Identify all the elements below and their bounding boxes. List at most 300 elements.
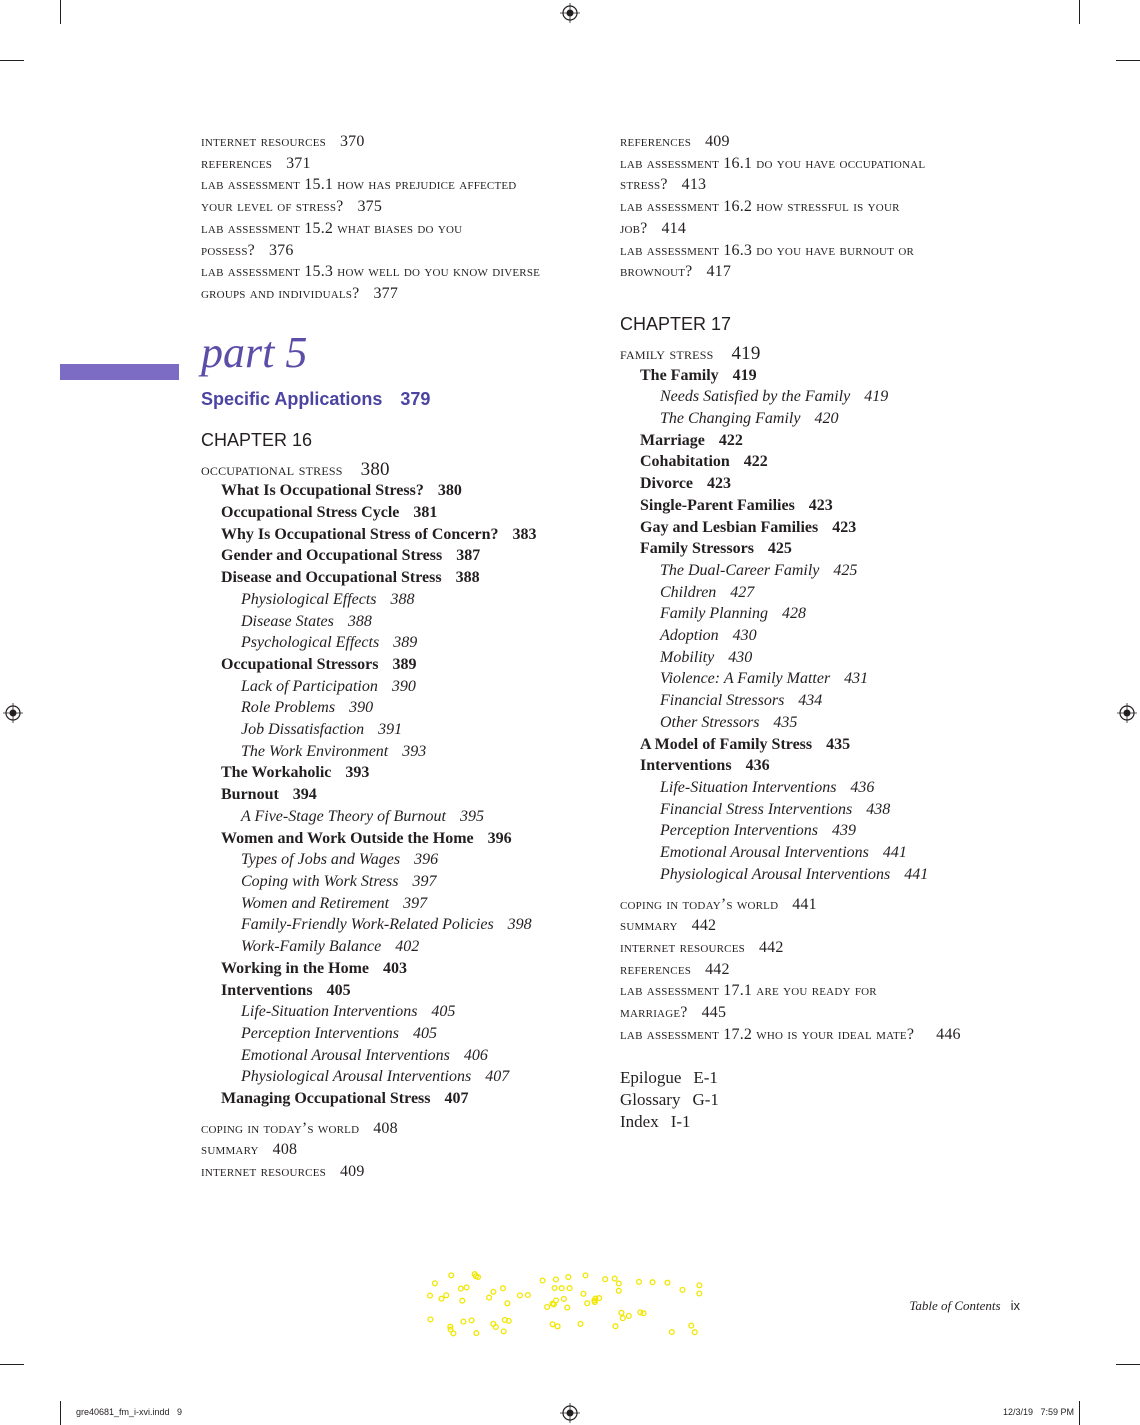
end-page: I-1	[670, 1111, 691, 1131]
part-subtitle[interactable]	[201, 387, 611, 411]
entry-page: 428	[781, 605, 806, 623]
toc-entry[interactable]	[201, 936, 611, 958]
crop-mark	[60, 1401, 61, 1425]
entry-page: 396	[414, 851, 439, 869]
entry-label: The Work Environment	[241, 742, 389, 760]
crop-mark	[0, 1364, 24, 1365]
entry-page: 377	[373, 284, 399, 302]
decorative-dot	[680, 1288, 685, 1293]
entry-label: Lack of Participation	[241, 677, 378, 695]
toc-entry[interactable]	[201, 871, 611, 893]
entry-label: Family Stressors	[640, 540, 754, 558]
decorative-dot	[567, 1286, 572, 1291]
toc-entry[interactable]	[620, 365, 1040, 387]
chapter-title[interactable]	[201, 459, 611, 481]
entry-label: Burnout	[221, 786, 279, 804]
toc-entry[interactable]	[201, 153, 611, 175]
entry-label: Role Problems	[241, 699, 336, 717]
end-label: Index	[620, 1111, 659, 1131]
decorative-dot	[583, 1273, 588, 1278]
toc-entry[interactable]	[620, 959, 1040, 981]
toc-entry[interactable]	[201, 676, 611, 698]
entry-label: Psychological Effects	[241, 634, 380, 652]
entry-label: A Five-Stage Theory of Burnout	[241, 807, 446, 825]
toc-entry[interactable]	[201, 524, 611, 546]
entry-label: references	[620, 960, 692, 978]
toc-entry[interactable]	[620, 517, 1040, 539]
chapter17-back-matter	[620, 894, 1040, 1046]
entry-page: 407	[485, 1068, 510, 1086]
entry-label: Job Dissatisfaction	[241, 721, 365, 739]
entry-page: 446	[936, 1025, 961, 1043]
entry-page: 408	[272, 1141, 298, 1159]
entry-label: Working in the Home	[221, 959, 370, 977]
entry-page: 422	[743, 453, 768, 471]
toc-entry[interactable]	[201, 762, 611, 784]
decorative-dot	[616, 1281, 621, 1286]
toc-entry[interactable]	[620, 386, 1040, 408]
toc-entry[interactable]	[201, 589, 611, 611]
entry-page: 439	[832, 822, 857, 840]
entry-page: 425	[833, 561, 858, 579]
footer-page-number: ix	[1010, 1298, 1020, 1313]
registration-mark-icon	[3, 703, 23, 723]
entry-label: Gender and Occupational Stress	[221, 547, 443, 565]
toc-entry[interactable]	[201, 849, 611, 871]
decorative-dot	[433, 1281, 438, 1286]
entry-page: 409	[705, 133, 730, 150]
entry-page: 371	[286, 154, 311, 172]
toc-entry[interactable]	[201, 784, 611, 806]
toc-entry-continued[interactable]: brownout? 417	[620, 263, 732, 281]
toc-entry-continued[interactable]: possess? 376	[201, 241, 294, 259]
decorative-dot	[464, 1285, 469, 1290]
entry-page: 391	[378, 721, 403, 739]
toc-entry[interactable]	[620, 131, 1040, 153]
toc-entry[interactable]	[201, 980, 611, 1002]
decorative-dot	[561, 1297, 566, 1302]
toc-entry[interactable]: lab assessment 16.2 how stressful is your	[620, 198, 900, 216]
entry-label: Coping with Work Stress	[241, 872, 399, 890]
entry-page: 393	[345, 764, 370, 782]
entry-page: 436	[745, 757, 770, 775]
entry-label: A Model of Family Stress	[640, 735, 813, 753]
entry-page: 388	[347, 612, 372, 630]
entry-label: Adoption	[660, 627, 719, 645]
chapter16-back-matter	[201, 1118, 611, 1183]
entry-page: 376	[268, 241, 294, 259]
chapter-title-text: occupational stress	[201, 459, 343, 479]
entry-label: Physiological Arousal Interventions	[241, 1068, 472, 1086]
entry-label: summary	[201, 1141, 259, 1159]
entry-label: Types of Jobs and Wages	[241, 851, 401, 869]
entry-page: 438	[866, 800, 891, 818]
decorative-dot	[650, 1280, 655, 1285]
toc-entry[interactable]	[620, 582, 1040, 604]
entry-label: summary	[620, 917, 678, 935]
entry-page: 423	[707, 475, 732, 493]
entry-label: Occupational Stressors	[221, 655, 379, 673]
entry-label: Other Stressors	[660, 713, 760, 731]
entry-page: 396	[487, 829, 512, 847]
entry-page: 427	[730, 583, 755, 601]
toc-entry[interactable]	[620, 560, 1040, 582]
toc-entry[interactable]	[201, 131, 611, 153]
toc-entry[interactable]: lab assessment 15.1 how has prejudice affected	[201, 176, 517, 194]
toc-entry[interactable]: lab assessment 15.2 what biases do you	[201, 219, 463, 237]
entry-page: 409	[339, 1163, 365, 1181]
toc-entry[interactable]	[201, 545, 611, 567]
decorative-dot	[540, 1278, 545, 1283]
entry-label: Divorce	[640, 475, 694, 493]
entry-page: 375	[357, 198, 383, 216]
entry-page: 442	[758, 938, 784, 956]
toc-entry[interactable]	[201, 502, 611, 524]
decorative-dot	[474, 1331, 479, 1336]
toc-entry[interactable]	[620, 647, 1040, 669]
toc-entry-continued[interactable]: job? 414	[620, 219, 687, 237]
entry-label: internet resources	[201, 1163, 326, 1181]
entry-page: 441	[904, 865, 929, 883]
end-matter-item-epilogue[interactable]	[620, 1067, 1040, 1089]
entry-page: 407	[444, 1090, 469, 1108]
end-label: Epilogue	[620, 1068, 682, 1088]
registration-mark-icon	[560, 1403, 580, 1423]
toc-entry[interactable]	[201, 1001, 611, 1023]
chapter16-assessments	[620, 131, 1040, 283]
toc-entry[interactable]	[201, 654, 611, 676]
decorative-dot	[619, 1310, 624, 1315]
entry-label: Financial Stressors	[660, 692, 785, 710]
decorative-dot	[559, 1286, 564, 1291]
entry-page: 389	[393, 634, 418, 652]
toc-entry[interactable]	[620, 842, 1040, 864]
toc-entry[interactable]	[620, 603, 1040, 625]
entry-label: references	[201, 154, 273, 172]
toc-entry[interactable]	[201, 567, 611, 589]
decorative-dot	[428, 1293, 433, 1298]
toc-entry[interactable]	[201, 828, 611, 850]
part-title: part 5	[201, 327, 308, 377]
decorative-dot	[697, 1291, 702, 1296]
toc-entry[interactable]	[620, 451, 1040, 473]
toc-entry[interactable]	[201, 806, 611, 828]
entry-label: The Family	[640, 366, 719, 384]
toc-entry[interactable]	[201, 1118, 611, 1140]
toc-left-column	[201, 131, 611, 1183]
decorative-dot	[552, 1286, 557, 1291]
decorative-dot	[620, 1316, 625, 1321]
end-matter-item-glossary[interactable]	[620, 1089, 1040, 1111]
decorative-dot	[501, 1286, 506, 1291]
entry-page: 381	[413, 504, 438, 522]
decorative-dot	[505, 1301, 510, 1306]
entry-label: Single-Parent Families	[640, 496, 795, 514]
entry-page: 387	[456, 547, 481, 565]
toc-entry[interactable]	[201, 1161, 611, 1183]
registration-mark-icon	[560, 3, 580, 23]
crop-mark	[1116, 60, 1140, 61]
toc-entry[interactable]	[201, 1088, 611, 1110]
registration-mark-icon	[1117, 703, 1137, 723]
decorative-dot	[545, 1305, 550, 1310]
chapter-title-page: 380	[360, 458, 390, 480]
entry-page: 383	[512, 525, 537, 543]
entry-page: 397	[403, 894, 428, 912]
slug-timestamp: 12/3/19 7:59 PM	[1002, 1407, 1074, 1417]
entry-label: The Changing Family	[660, 410, 801, 428]
entry-label: coping in today’s world	[201, 1119, 360, 1137]
toc-entry[interactable]: lab assessment 16.3 do you have burnout or	[620, 241, 914, 259]
entry-label: coping in today’s world	[620, 895, 779, 913]
entry-page: 423	[832, 518, 857, 536]
entry-page: 430	[732, 627, 757, 645]
toc-entry[interactable]	[620, 799, 1040, 821]
toc-entry[interactable]	[620, 864, 1040, 886]
decorative-dot	[487, 1295, 492, 1300]
decorative-dot	[638, 1310, 643, 1315]
entry-page: 397	[412, 872, 437, 890]
entry-page: 388	[390, 590, 415, 608]
toc-entry-continued[interactable]: your level of stress? 375	[201, 198, 383, 216]
decorative-dot	[603, 1277, 608, 1282]
entry-page: 403	[383, 959, 408, 977]
decorative-dot	[554, 1298, 559, 1303]
toc-entry[interactable]	[201, 1066, 611, 1088]
toc-entry[interactable]	[201, 914, 611, 936]
chapter-heading: CHAPTER 16	[201, 429, 313, 450]
toc-entry[interactable]: lab assessment 16.1 do you have occupational	[620, 154, 926, 172]
toc-entry[interactable]	[201, 632, 611, 654]
chapter-title-page: 419	[731, 342, 761, 364]
entry-label: Life-Situation Interventions	[660, 778, 837, 796]
entry-page: 423	[808, 496, 833, 514]
entry-page: 405	[431, 1003, 456, 1021]
decorative-dot	[460, 1298, 465, 1303]
toc-entry-continued[interactable]: marriage? 445	[620, 1004, 727, 1022]
entry-page: 419	[864, 388, 889, 406]
decorative-dot	[626, 1314, 631, 1319]
toc-entry-continued[interactable]: stress? 413	[620, 176, 707, 194]
entry-label: Physiological Effects	[241, 590, 377, 608]
entry-label: Perception Interventions	[241, 1024, 400, 1042]
entry-page: 413	[681, 176, 707, 194]
toc-entry[interactable]	[201, 697, 611, 719]
entry-page: 405	[326, 981, 351, 999]
decorative-dot	[526, 1293, 531, 1298]
entry-page: 435	[773, 713, 798, 731]
chapter-title-text: family stress	[620, 343, 714, 363]
end-matter	[620, 1067, 1040, 1132]
entry-label: Why Is Occupational Stress of Concern?	[221, 525, 499, 543]
entry-label: internet resources	[201, 133, 326, 150]
entry-page: 434	[798, 692, 823, 710]
entry-label: Occupational Stress Cycle	[221, 504, 400, 522]
chapter17-entries	[620, 365, 1040, 886]
toc-entry[interactable]	[201, 958, 611, 980]
toc-entry[interactable]	[201, 1023, 611, 1045]
decorative-dot	[565, 1305, 570, 1310]
slug-filename: gre40681_fm_i-xvi.indd 9	[76, 1407, 183, 1417]
entry-label: Work-Family Balance	[241, 938, 382, 956]
decorative-dot	[491, 1289, 496, 1294]
toc-entry[interactable]	[620, 755, 1040, 777]
decorative-dot	[669, 1330, 674, 1335]
end-matter-item-index[interactable]	[620, 1111, 1040, 1133]
toc-entry[interactable]	[620, 625, 1040, 647]
decorative-dot	[461, 1319, 466, 1324]
toc-entry[interactable]	[620, 1024, 1040, 1046]
entry-label: Women and Retirement	[241, 894, 390, 912]
decorative-dot	[616, 1288, 621, 1293]
entry-label: Interventions	[221, 981, 313, 999]
toc-entry[interactable]	[201, 1045, 611, 1067]
decorative-dot	[469, 1318, 474, 1323]
entry-page: 419	[732, 366, 757, 384]
toc-entry[interactable]: lab assessment 17.1 are you ready for	[620, 982, 877, 1000]
toc-entry[interactable]	[620, 820, 1040, 842]
entry-page: 398	[507, 916, 532, 934]
toc-entry[interactable]	[620, 690, 1040, 712]
entry-page: 390	[391, 677, 416, 695]
entry-page: 445	[701, 1004, 727, 1022]
entry-page: 380	[437, 482, 462, 500]
toc-entry[interactable]	[201, 480, 611, 502]
entry-label: Family Planning	[660, 605, 768, 623]
crop-mark	[1079, 1401, 1080, 1425]
entry-label: Perception Interventions	[660, 822, 819, 840]
end-page: E-1	[693, 1068, 718, 1088]
entry-label: Physiological Arousal Interventions	[660, 865, 891, 883]
decorative-dot	[555, 1324, 560, 1329]
entry-page: 395	[460, 807, 484, 825]
toc-entry[interactable]	[620, 430, 1040, 452]
decorative-dot	[665, 1280, 670, 1285]
toc-entry[interactable]	[620, 712, 1040, 734]
toc-entry[interactable]	[201, 741, 611, 763]
decorative-dot	[637, 1280, 642, 1285]
entry-page: 422	[718, 431, 743, 449]
chapter15-back-matter	[201, 131, 611, 305]
chapter16-entries	[201, 480, 611, 1109]
toc-entry[interactable]: lab assessment 15.3 how well do you know diverse	[201, 263, 541, 281]
toc-entry[interactable]	[620, 937, 1040, 959]
part-accent-bar	[60, 364, 179, 380]
toc-entry-continued[interactable]: groups and individuals? 377	[201, 284, 399, 302]
entry-label: lab assessment 17.2 who is your ideal mate?	[620, 1025, 915, 1043]
entry-page: 370	[339, 133, 365, 150]
toc-entry[interactable]	[620, 538, 1040, 560]
entry-label: What Is Occupational Stress?	[221, 482, 424, 500]
decorative-dot	[578, 1321, 583, 1326]
entry-page: 394	[292, 786, 317, 804]
entry-page: 420	[814, 410, 839, 428]
toc-entry[interactable]	[620, 734, 1040, 756]
decorative-dot	[585, 1301, 590, 1306]
entry-page: 442	[691, 917, 717, 935]
toc-entry[interactable]	[620, 915, 1040, 937]
running-footer	[909, 1298, 1020, 1314]
entry-label: Life-Situation Interventions	[241, 1003, 418, 1021]
toc-entry[interactable]	[201, 893, 611, 915]
decorative-dot	[439, 1296, 444, 1301]
entry-label: The Workaholic	[221, 764, 332, 782]
toc-entry[interactable]	[620, 495, 1040, 517]
decorative-dot	[692, 1330, 697, 1335]
entry-page: 435	[826, 735, 851, 753]
decorative-dot	[613, 1324, 618, 1329]
entry-page: 441	[792, 895, 817, 913]
entry-label: Women and Work Outside the Home	[221, 829, 474, 847]
entry-label: Financial Stress Interventions	[660, 800, 853, 818]
entry-label: Needs Satisfied by the Family	[660, 388, 851, 406]
decorative-dot	[581, 1291, 586, 1296]
entry-page: 402	[395, 938, 420, 956]
decorative-dot	[501, 1329, 506, 1334]
crop-mark	[1116, 1364, 1140, 1365]
end-label: Glossary	[620, 1090, 681, 1110]
end-page: G-1	[692, 1090, 719, 1110]
toc-entry[interactable]	[620, 473, 1040, 495]
decorative-dot	[612, 1276, 617, 1281]
decorative-dot	[518, 1293, 523, 1298]
entry-page: 442	[705, 960, 730, 978]
toc-right-column	[620, 131, 1040, 1133]
entry-page: 436	[850, 778, 875, 796]
entry-label: Emotional Arousal Interventions	[241, 1046, 450, 1064]
entry-label: Family-Friendly Work-Related Policies	[241, 916, 494, 934]
toc-entry[interactable]	[201, 611, 611, 633]
entry-page: 441	[882, 844, 907, 862]
entry-label: internet resources	[620, 938, 745, 956]
entry-page: 393	[402, 742, 427, 760]
entry-label: Disease and Occupational Stress	[221, 569, 442, 587]
toc-entry[interactable]	[201, 719, 611, 741]
entry-page: 430	[728, 648, 753, 666]
entry-page: 414	[661, 219, 687, 237]
entry-label: Cohabitation	[640, 453, 730, 471]
entry-page: 417	[706, 263, 732, 281]
decorative-dot	[566, 1275, 571, 1280]
decorative-dot	[554, 1277, 559, 1282]
crop-mark	[60, 0, 61, 24]
entry-label: Interventions	[640, 757, 732, 775]
decorative-dot	[449, 1273, 454, 1278]
toc-entry[interactable]	[201, 1139, 611, 1161]
decorative-dot	[428, 1317, 433, 1322]
entry-page: 431	[844, 670, 869, 688]
entry-page: 408	[373, 1119, 398, 1137]
decorative-dot	[458, 1286, 463, 1291]
part-subtitle-text: Specific Applications	[201, 388, 383, 409]
crop-mark	[0, 60, 24, 61]
toc-entry[interactable]	[620, 894, 1040, 916]
entry-page: 405	[413, 1024, 438, 1042]
footer-label: Table of Contents	[909, 1298, 1001, 1313]
chapter-heading: CHAPTER 17	[620, 313, 732, 334]
entry-label: Gay and Lesbian Families	[640, 518, 819, 536]
entry-label: references	[620, 133, 692, 150]
entry-page: 388	[455, 569, 480, 587]
toc-entry[interactable]	[620, 408, 1040, 430]
entry-label: The Dual-Career Family	[660, 561, 820, 579]
toc-entry[interactable]	[620, 668, 1040, 690]
toc-entry[interactable]	[620, 777, 1040, 799]
entry-label: Mobility	[660, 648, 715, 666]
entry-label: Disease States	[241, 612, 334, 630]
chapter-title[interactable]	[620, 343, 1040, 365]
decorative-dot	[697, 1283, 702, 1288]
